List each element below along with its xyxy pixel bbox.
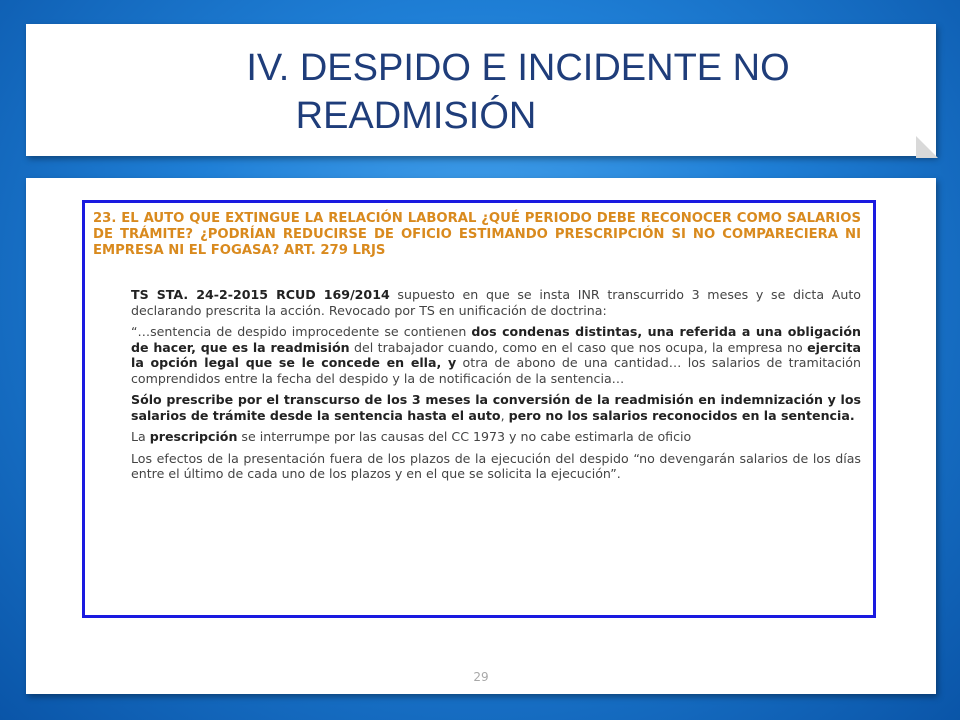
case-citation: TS STA. 24-2-2015 RCUD 169/2014 [131, 287, 390, 302]
rule-text-1: , [500, 407, 509, 423]
question-heading: 23. EL AUTO QUE EXTINGUE LA RELACIÓN LABORAL ¿QUÉ PERIODO DEBE RECONOCER COMO SALARIOS DE TRÁMITE? ¿PODRÍAN REDUCIRSE DE OFICIO ESTIMANDO PRESCRIPCIÓN SI NO COMPARECIERA NI EMPRESA NI EL FOGASA? ART. 279 LRJS [93, 211, 861, 258]
rule-bold-1: Sólo prescribe por el transcurso de los 3 meses la conversión de la readmisión en indemnización y los salarios de trámite desde la sentencia hasta el auto [131, 392, 861, 423]
interruption-text-2: se interrumpe por las causas del CC 1973 y no cabe estimarla de oficio [237, 429, 692, 444]
paragraph-interruption [131, 429, 861, 445]
content-box [82, 200, 876, 618]
quote-text-1: “…sentencia de despido improcedente se contienen [131, 324, 472, 339]
paragraph-case-reference [131, 287, 861, 318]
quote-bold-2: ejercita la opción legal que se le concede en ella, y [131, 339, 861, 370]
slide-title-line-1: IV. DESPIDO E INCIDENTE NO [246, 47, 790, 89]
interruption-bold: prescripción [149, 429, 238, 444]
page-number: 29 [473, 670, 489, 684]
paragraph-quote [131, 324, 861, 386]
quote-text-2: del trabajador cuando, como en el caso que nos ocupa, la empresa no [349, 339, 808, 355]
slide-title-line-2: READMISIÓN [295, 95, 537, 137]
content-card [26, 178, 936, 694]
page-curl-decoration [916, 136, 938, 158]
interruption-text-1: La [131, 429, 150, 444]
quote-bold-1: dos condenas distintas, una referida a una obligación de hacer, que es la readmisión [131, 324, 861, 355]
rule-bold-2: pero no los salarios reconocidos en la sentencia. [508, 407, 855, 423]
title-card [26, 24, 936, 156]
slide-title [26, 44, 936, 140]
paragraph-effects: Los efectos de la presentación fuera de los plazos de la ejecución del despido “no devengarán salarios de los días entre el último de cada uno de los plazos y en el que se solicita la ejecución”. [131, 450, 861, 481]
case-summary: supuesto en que se insta INR transcurrido 3 meses y se dicta Auto declarando prescrita la acción. Revocado por TS en unificación de doctrina: [131, 287, 861, 318]
paragraph-prescription-rule [131, 392, 861, 423]
quote-text-3: otra de abono de una cantidad… los salarios de tramitación comprendidos entre la fecha del despido y la de notificación de la sentencia… [131, 355, 861, 386]
